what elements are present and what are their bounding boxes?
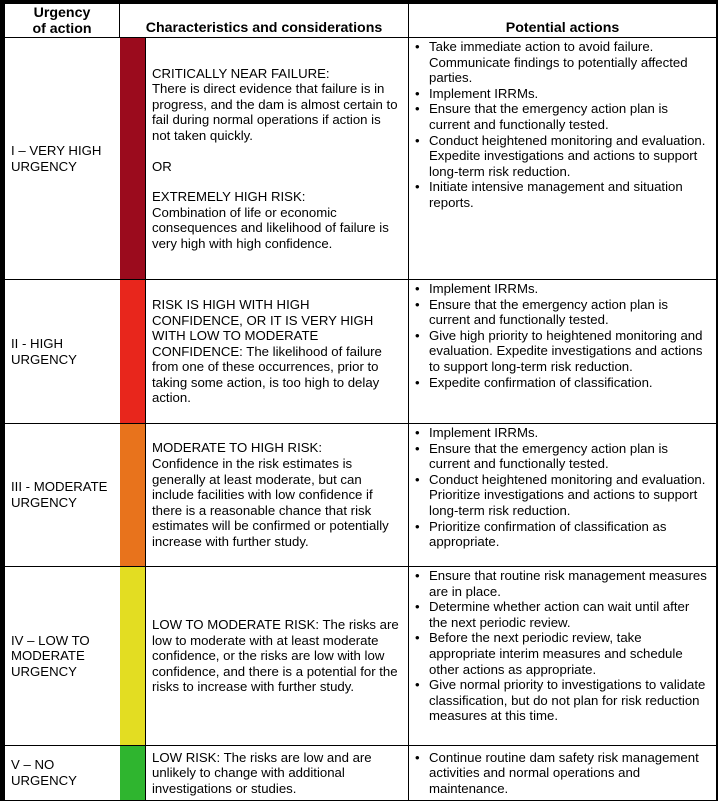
header-characteristics: Characteristics and considerations xyxy=(120,4,409,38)
list-item: • Conduct heightened monitoring and evaluation. Prioritize investigations and actions to support long-term risk reduction. xyxy=(413,472,710,519)
desc-heading: CRITICALLY NEAR FAILURE: xyxy=(152,65,330,81)
list-item: • Give normal priority to investigations to validate classification, but do not plan for risk reduction measures at this time. xyxy=(413,677,710,724)
list-item: • Prioritize confirmation of classification as appropriate. xyxy=(413,519,710,550)
list-item: • Implement IRRMs. xyxy=(413,281,710,297)
urgency-label: II - HIGH URGENCY xyxy=(5,280,120,424)
actions-cell xyxy=(409,38,717,280)
swatch-fill xyxy=(120,280,146,423)
header-actions: Potential actions xyxy=(409,4,717,38)
urgency-label: I – VERY HIGH URGENCY xyxy=(5,38,120,280)
desc-heading: EXTREMELY HIGH RISK: xyxy=(152,189,306,205)
characteristics-cell xyxy=(146,280,409,424)
urgency-label: V – NO URGENCY xyxy=(5,746,120,801)
list-item: • Ensure that the emergency action plan is current and functionally tested. xyxy=(413,101,710,132)
list-item: • Determine whether action can wait until after the next periodic review. xyxy=(413,599,710,630)
list-item: • Implement IRRMs. xyxy=(413,425,710,441)
urgency-color-swatch xyxy=(120,567,146,746)
header-urgency: Urgency of action xyxy=(5,4,120,38)
table-row xyxy=(5,280,717,424)
urgency-color-swatch xyxy=(120,280,146,424)
desc-text: There is direct evidence that failure is in progress, and the dam is almost certain to fail during normal operations if action is not taken quickly. xyxy=(152,81,398,143)
characteristics-cell xyxy=(146,424,409,567)
list-item: • Take immediate action to avoid failure. Communicate findings to potentially affected parties. xyxy=(413,39,710,86)
actions-cell xyxy=(409,424,717,567)
actions-cell xyxy=(409,567,717,746)
swatch-fill xyxy=(120,38,146,279)
urgency-color-swatch xyxy=(120,746,146,801)
desc-text: LOW TO MODERATE RISK: The risks are low to moderate with at least moderate confidence, or the risks are low with low confidence, and there is a potential for the risks to increase with further study. xyxy=(152,617,399,695)
urgency-color-swatch xyxy=(120,38,146,280)
list-item: • Implement IRRMs. xyxy=(413,86,710,102)
urgency-label: III - MODERATE URGENCY xyxy=(5,424,120,567)
list-item: • Ensure that routine risk management measures are in place. xyxy=(413,568,710,599)
characteristics-cell xyxy=(146,38,409,280)
list-item: • Initiate intensive management and situation reports. xyxy=(413,179,710,210)
table-row xyxy=(5,746,717,801)
desc-text: LOW RISK: The risks are low and are unlikely to change with additional investigations or studies. xyxy=(152,749,372,796)
urgency-table xyxy=(4,3,717,801)
header-row xyxy=(5,4,717,38)
list-item: • Continue routine dam safety risk management activities and normal operations and maintenance. xyxy=(413,750,710,797)
list-item: • Give high priority to heightened monitoring and evaluation. Expedite investigations and actions to support long-term risk reduction. xyxy=(413,328,710,375)
desc-text: RISK IS HIGH WITH HIGH CONFIDENCE, OR IT IS VERY HIGH WITH LOW TO MODERATE CONFIDENCE: The likelihood of failure from one of these occurrences, prior to taking some action, is too high to delay action. xyxy=(152,296,382,406)
urgency-label: IV – LOW TO MODERATE URGENCY xyxy=(5,567,120,746)
table-row xyxy=(5,424,717,567)
list-item: • Conduct heightened monitoring and evaluation. Expedite investigations and actions to support long-term risk reduction. xyxy=(413,133,710,180)
desc-text: Confidence in the risk estimates is generally at least moderate, but can include facilities with low confidence if there is a reasonable chance that risk estimates will be confirmed or potentially increase with further study. xyxy=(152,456,389,549)
list-item: • Before the next periodic review, take appropriate interim measures and schedule other actions as appropriate. xyxy=(413,630,710,677)
table-row xyxy=(5,567,717,746)
desc-or: OR xyxy=(152,158,172,174)
swatch-fill xyxy=(120,424,146,566)
characteristics-cell xyxy=(146,567,409,746)
desc-heading: MODERATE TO HIGH RISK: xyxy=(152,440,322,456)
list-item: • Ensure that the emergency action plan is current and functionally tested. xyxy=(413,441,710,472)
table-row xyxy=(5,38,717,280)
swatch-fill xyxy=(120,746,146,800)
swatch-fill xyxy=(120,567,146,745)
characteristics-cell xyxy=(146,746,409,801)
actions-cell xyxy=(409,746,717,801)
actions-cell xyxy=(409,280,717,424)
desc-text: Combination of life or economic consequences and likelihood of failure is very high with high confidence. xyxy=(152,204,389,251)
urgency-color-swatch xyxy=(120,424,146,567)
list-item: • Expedite confirmation of classification. xyxy=(413,375,710,391)
list-item: • Ensure that the emergency action plan is current and functionally tested. xyxy=(413,297,710,328)
